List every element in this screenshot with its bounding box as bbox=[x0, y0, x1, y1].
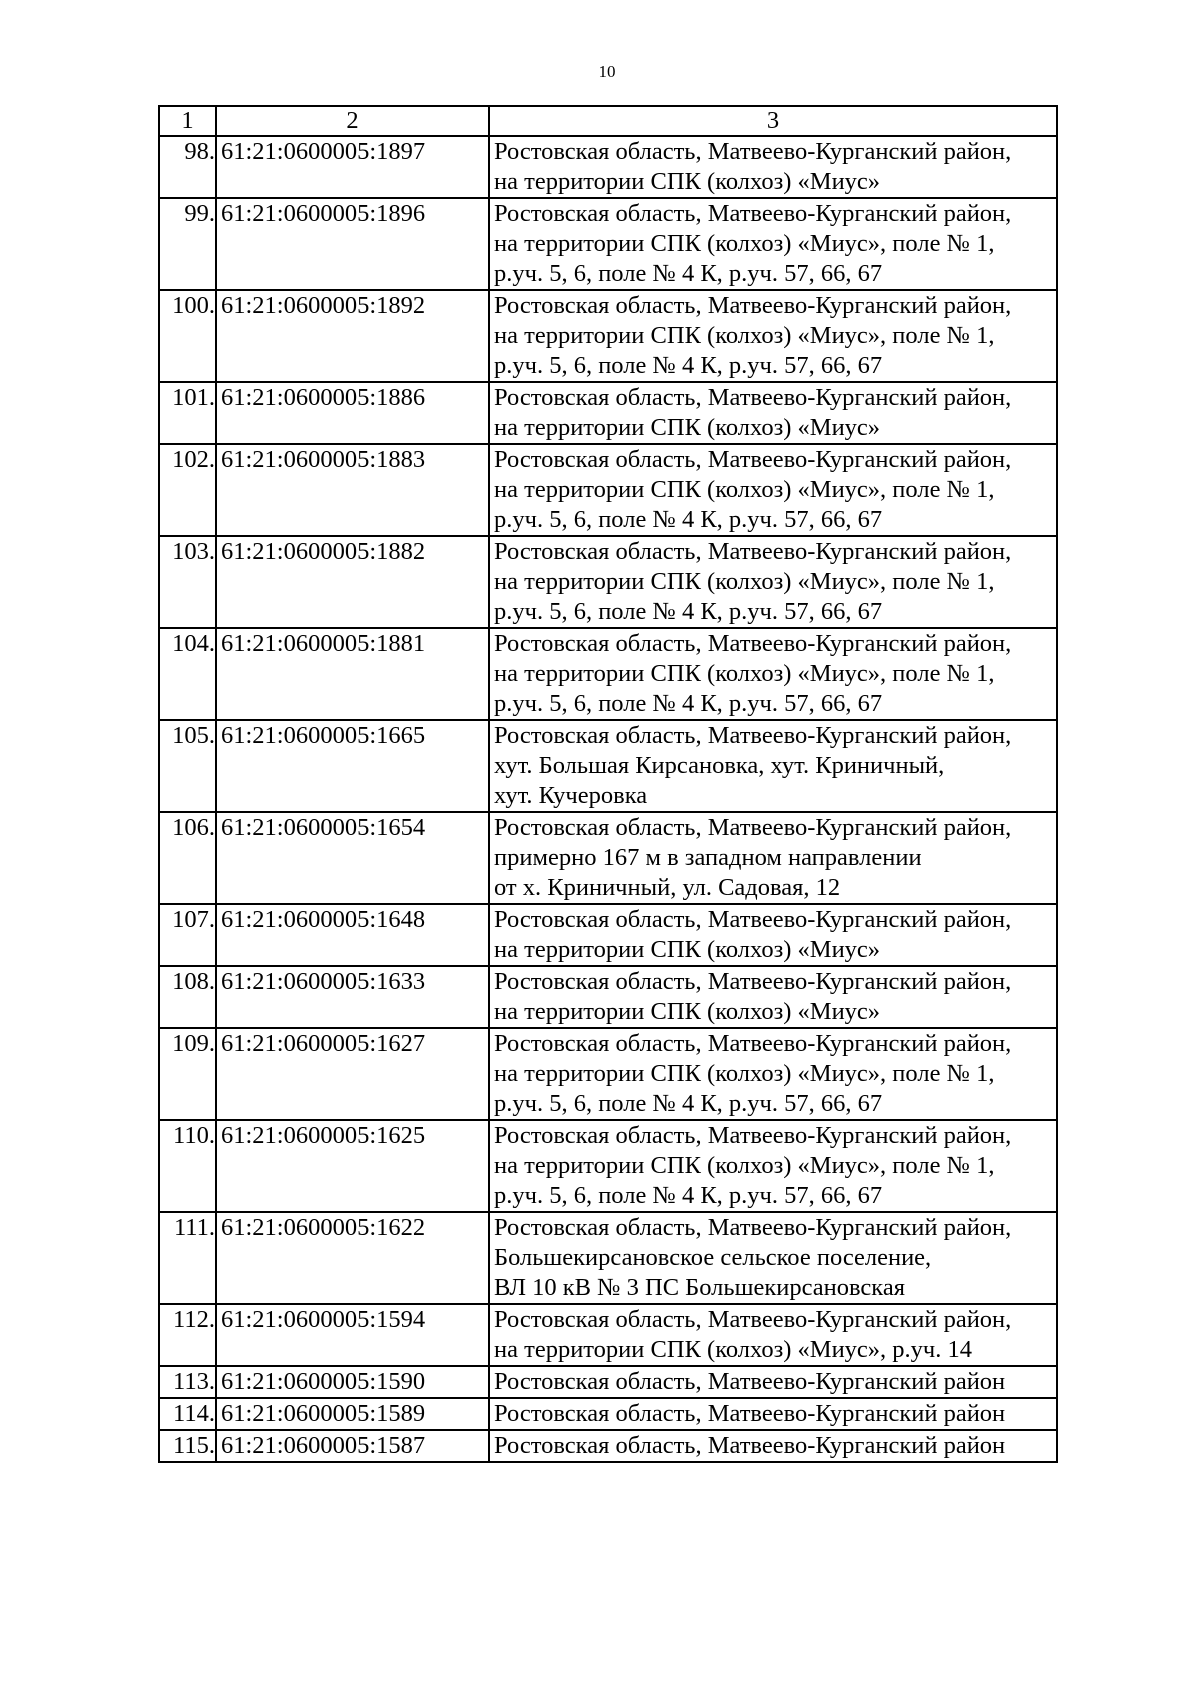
column-header-cadastral: 2 bbox=[216, 106, 489, 136]
address-cell: Ростовская область, Матвеево-Курганский район, на территории СПК (колхоз) «Миус», поле № 1, р.уч. 5, 6, поле № 4 К, р.уч. 57, 66, 67 bbox=[489, 444, 1057, 536]
address-cell: Ростовская область, Матвеево-Курганский район, на территории СПК (колхоз) «Миус» bbox=[489, 966, 1057, 1028]
address-cell: Ростовская область, Матвеево-Курганский район bbox=[489, 1430, 1057, 1462]
row-number-cell: 102. bbox=[159, 444, 216, 536]
address-cell: Ростовская область, Матвеево-Курганский район, на территории СПК (колхоз) «Миус», поле № 1, р.уч. 5, 6, поле № 4 К, р.уч. 57, 66, 67 bbox=[489, 536, 1057, 628]
row-number-cell: 108. bbox=[159, 966, 216, 1028]
cadastral-number-cell: 61:21:0600005:1882 bbox=[216, 536, 489, 628]
cadastral-number-cell: 61:21:0600005:1897 bbox=[216, 136, 489, 198]
address-cell: Ростовская область, Матвеево-Курганский район, на территории СПК (колхоз) «Миус», поле № 1, р.уч. 5, 6, поле № 4 К, р.уч. 57, 66, 67 bbox=[489, 290, 1057, 382]
table-row bbox=[159, 444, 1057, 536]
table-row bbox=[159, 812, 1057, 904]
row-number-cell: 101. bbox=[159, 382, 216, 444]
table-row bbox=[159, 628, 1057, 720]
cadastral-number-cell: 61:21:0600005:1892 bbox=[216, 290, 489, 382]
address-cell: Ростовская область, Матвеево-Курганский район, на территории СПК (колхоз) «Миус», поле № 1, р.уч. 5, 6, поле № 4 К, р.уч. 57, 66, 67 bbox=[489, 628, 1057, 720]
cadastral-number-cell: 61:21:0600005:1886 bbox=[216, 382, 489, 444]
address-cell: Ростовская область, Матвеево-Курганский район, Большекирсановское сельское поселение, ВЛ 10 кВ № 3 ПС Большекирсановская bbox=[489, 1212, 1057, 1304]
address-cell: Ростовская область, Матвеево-Курганский район, на территории СПК (колхоз) «Миус», поле № 1, р.уч. 5, 6, поле № 4 К, р.уч. 57, 66, 67 bbox=[489, 1120, 1057, 1212]
row-number-cell: 106. bbox=[159, 812, 216, 904]
address-cell: Ростовская область, Матвеево-Курганский район, на территории СПК (колхоз) «Миус» bbox=[489, 904, 1057, 966]
cadastral-number-cell: 61:21:0600005:1594 bbox=[216, 1304, 489, 1366]
table-row bbox=[159, 720, 1057, 812]
address-cell: Ростовская область, Матвеево-Курганский район bbox=[489, 1398, 1057, 1430]
row-number-cell: 109. bbox=[159, 1028, 216, 1120]
cadastral-number-cell: 61:21:0600005:1627 bbox=[216, 1028, 489, 1120]
table-row bbox=[159, 1304, 1057, 1366]
address-cell: Ростовская область, Матвеево-Курганский район, на территории СПК (колхоз) «Миус», поле № 1, р.уч. 5, 6, поле № 4 К, р.уч. 57, 66, 67 bbox=[489, 198, 1057, 290]
row-number-cell: 105. bbox=[159, 720, 216, 812]
row-number-cell: 113. bbox=[159, 1366, 216, 1398]
table-row bbox=[159, 198, 1057, 290]
table-row bbox=[159, 382, 1057, 444]
cadastral-number-cell: 61:21:0600005:1587 bbox=[216, 1430, 489, 1462]
table-row bbox=[159, 966, 1057, 1028]
cadastral-number-cell: 61:21:0600005:1625 bbox=[216, 1120, 489, 1212]
cadastral-number-cell: 61:21:0600005:1896 bbox=[216, 198, 489, 290]
table-body bbox=[159, 136, 1057, 1462]
cadastral-number-cell: 61:21:0600005:1589 bbox=[216, 1398, 489, 1430]
table-row bbox=[159, 1028, 1057, 1120]
row-number-cell: 110. bbox=[159, 1120, 216, 1212]
table-row bbox=[159, 1212, 1057, 1304]
cadastral-number-cell: 61:21:0600005:1665 bbox=[216, 720, 489, 812]
cadastral-number-cell: 61:21:0600005:1622 bbox=[216, 1212, 489, 1304]
row-number-cell: 111. bbox=[159, 1212, 216, 1304]
table-row bbox=[159, 136, 1057, 198]
page-number: 10 bbox=[598, 62, 616, 81]
address-cell: Ростовская область, Матвеево-Курганский район, на территории СПК (колхоз) «Миус», р.уч. 14 bbox=[489, 1304, 1057, 1366]
table-row bbox=[159, 904, 1057, 966]
row-number-cell: 98. bbox=[159, 136, 216, 198]
cadastral-number-cell: 61:21:0600005:1648 bbox=[216, 904, 489, 966]
cadastral-table bbox=[158, 105, 1058, 1463]
row-number-cell: 103. bbox=[159, 536, 216, 628]
address-cell: Ростовская область, Матвеево-Курганский район, примерно 167 м в западном направлении от х. Криничный, ул. Садовая, 12 bbox=[489, 812, 1057, 904]
address-cell: Ростовская область, Матвеево-Курганский район, хут. Большая Кирсановка, хут. Криничный, хут. Кучеровка bbox=[489, 720, 1057, 812]
cadastral-number-cell: 61:21:0600005:1654 bbox=[216, 812, 489, 904]
cadastral-number-cell: 61:21:0600005:1633 bbox=[216, 966, 489, 1028]
table-row bbox=[159, 536, 1057, 628]
row-number-cell: 115. bbox=[159, 1430, 216, 1462]
cadastral-number-cell: 61:21:0600005:1883 bbox=[216, 444, 489, 536]
row-number-cell: 112. bbox=[159, 1304, 216, 1366]
cadastral-number-cell: 61:21:0600005:1590 bbox=[216, 1366, 489, 1398]
row-number-cell: 114. bbox=[159, 1398, 216, 1430]
column-header-index: 1 bbox=[159, 106, 216, 136]
address-cell: Ростовская область, Матвеево-Курганский район, на территории СПК (колхоз) «Миус» bbox=[489, 136, 1057, 198]
column-header-address: 3 bbox=[489, 106, 1057, 136]
row-number-cell: 99. bbox=[159, 198, 216, 290]
table-header-row bbox=[159, 106, 1057, 136]
table-row bbox=[159, 1120, 1057, 1212]
table-row bbox=[159, 1398, 1057, 1430]
address-cell: Ростовская область, Матвеево-Курганский район, на территории СПК (колхоз) «Миус» bbox=[489, 382, 1057, 444]
row-number-cell: 104. bbox=[159, 628, 216, 720]
address-cell: Ростовская область, Матвеево-Курганский район bbox=[489, 1366, 1057, 1398]
cadastral-number-cell: 61:21:0600005:1881 bbox=[216, 628, 489, 720]
address-cell: Ростовская область, Матвеево-Курганский район, на территории СПК (колхоз) «Миус», поле № 1, р.уч. 5, 6, поле № 4 К, р.уч. 57, 66, 67 bbox=[489, 1028, 1057, 1120]
row-number-cell: 100. bbox=[159, 290, 216, 382]
table-row bbox=[159, 1430, 1057, 1462]
row-number-cell: 107. bbox=[159, 904, 216, 966]
table-row bbox=[159, 1366, 1057, 1398]
table-row bbox=[159, 290, 1057, 382]
